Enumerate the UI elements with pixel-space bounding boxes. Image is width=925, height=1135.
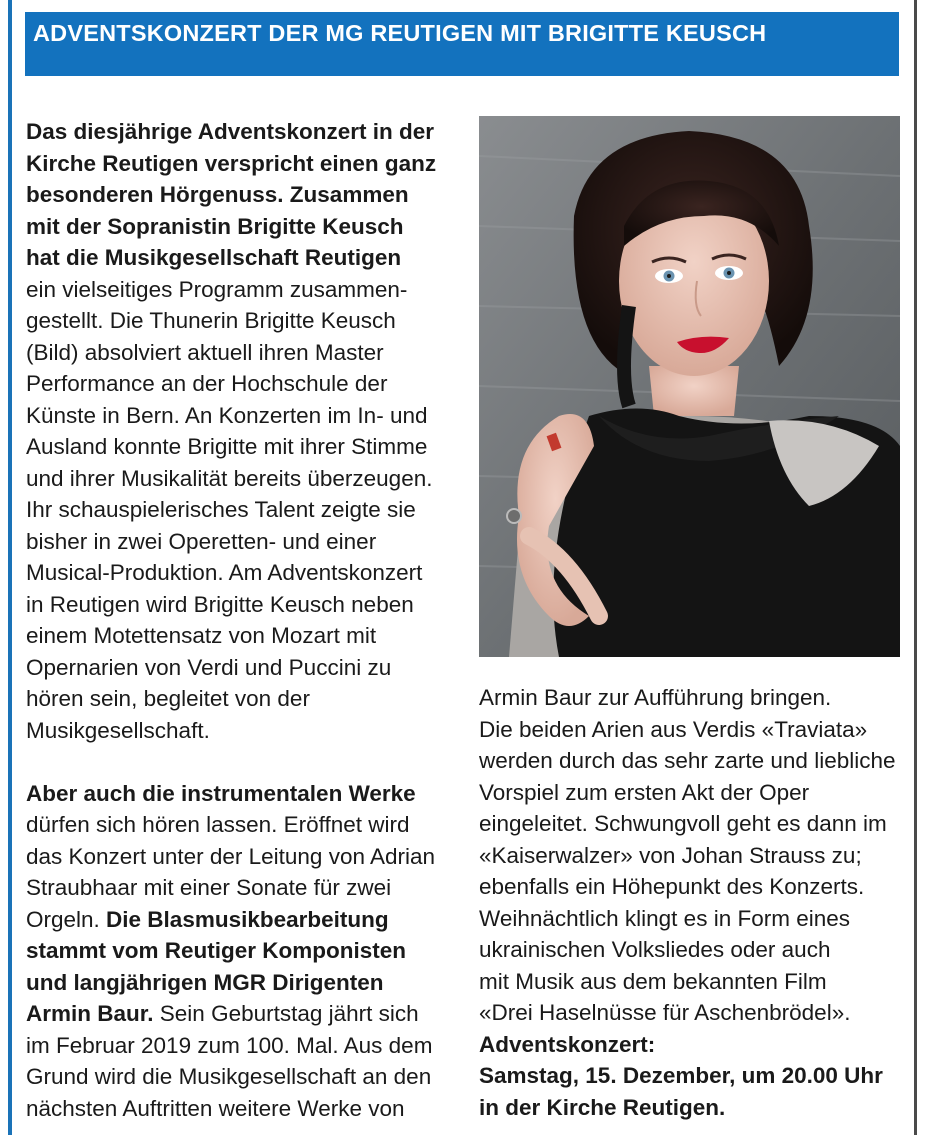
body-line: «Kaiserwalzer» von Johan Strauss zu;: [479, 842, 862, 868]
body-line: Opernarien von Verdi und Puccini zu: [26, 654, 392, 680]
body-line: (Bild) absolviert aktuell ihren Master: [26, 339, 384, 365]
body-line: Weihnächtlich klingt es in Form eines: [479, 905, 850, 931]
lead-line: hat die Musikgesellschaft Reutigen: [26, 245, 402, 270]
body-line: im Februar 2019 zum 100. Mal. Aus dem: [26, 1032, 433, 1058]
body-line: gestellt. Die Thunerin Brigitte Keusch: [26, 308, 396, 333]
event-info-line: in der Kirche Reutigen.: [479, 1094, 726, 1120]
sub-heading: Aber auch die instrumentalen Werke: [26, 780, 416, 806]
event-info-line: Samstag, 15. Dezember, um 20.00 Uhr: [479, 1063, 883, 1088]
body-line: werden durch das sehr zarte und liebliche: [479, 748, 896, 773]
page-frame-right-rule: [914, 0, 917, 1135]
lead-line: besonderen Hörgenuss. Zusammen: [26, 182, 409, 207]
article-right-column: [479, 682, 909, 1123]
lead-line: Das diesjährige Adventskonzert in der: [26, 119, 435, 144]
body-line: mit Musik aus dem bekannten Film: [479, 968, 827, 994]
body-line: das Konzert unter der Leitung von Adrian: [26, 843, 436, 869]
body-line: «Drei Haselnüsse für Aschenbrödel».: [479, 1000, 851, 1025]
body-line: ein vielseitiges Programm zusammen-: [26, 276, 408, 302]
body-line: Musical-Produktion. Am Adventskonzert: [26, 560, 423, 585]
lead-line: mit der Sopranistin Brigitte Keusch: [26, 213, 404, 239]
body-line: ebenfalls ein Höhepunkt des Konzerts.: [479, 874, 865, 899]
body-fragment: Orgeln.: [26, 906, 107, 932]
body-line: Armin Baur zur Aufführung bringen.: [479, 685, 832, 710]
body-line: Straubhaar mit einer Sonate für zwei: [26, 875, 392, 900]
mixed-line: [26, 998, 456, 1030]
body-line: Die beiden Arien aus Verdis «Traviata»: [479, 716, 868, 742]
body-line: in Reutigen wird Brigitte Keusch neben: [26, 591, 414, 617]
mixed-line: [26, 904, 456, 936]
bold-line: stammt vom Reutiger Komponisten: [26, 938, 407, 963]
body-line: Ihr schauspielerisches Talent zeigte sie: [26, 497, 416, 522]
body-line: dürfen sich hören lassen. Eröffnet wird: [26, 812, 410, 837]
headline-banner: [25, 12, 899, 76]
lead-line: Kirche Reutigen verspricht einen ganz: [26, 150, 437, 176]
body-fragment: Sein Geburtstag jährt sich: [153, 1001, 419, 1026]
body-line: hören sein, begleitet von der: [26, 686, 310, 711]
article-left-column: [26, 116, 456, 1124]
bold-line: und langjährigen MGR Dirigenten: [26, 969, 384, 995]
headline: ADVENTSKONZERT DER MG REUTIGEN MIT BRIGITTE KEUSCH: [33, 20, 767, 46]
paragraph-spacer: [26, 746, 456, 778]
body-line: nächsten Auftritten weitere Werke von: [26, 1095, 405, 1121]
bold-fragment: Armin Baur.: [26, 1001, 154, 1026]
body-line: einem Motettensatz von Mozart mit: [26, 623, 377, 648]
body-line: Ausland konnte Brigitte mit ihrer Stimme: [26, 434, 428, 459]
portrait-photo: [479, 116, 900, 657]
event-info-line: Adventskonzert:: [479, 1031, 656, 1057]
body-line: Musikgesellschaft.: [26, 717, 210, 743]
body-line: Grund wird die Musikgesellschaft an den: [26, 1064, 432, 1089]
bold-fragment: Die Blasmusikbearbeitung: [106, 906, 389, 932]
body-line: und ihrer Musikalität bereits überzeugen.: [26, 465, 433, 491]
body-line: Künste in Bern. An Konzerten im In- und: [26, 402, 428, 428]
body-line: ukrainischen Volksliedes oder auch: [479, 937, 831, 962]
body-line: Vorspiel zum ersten Akt der Oper: [479, 779, 810, 805]
body-line: bisher in zwei Operetten- und einer: [26, 528, 377, 554]
body-line: eingeleitet. Schwungvoll geht es dann im: [479, 811, 887, 836]
body-line: Performance an der Hochschule der: [26, 371, 388, 396]
page-frame-left-rule: [8, 0, 12, 1135]
